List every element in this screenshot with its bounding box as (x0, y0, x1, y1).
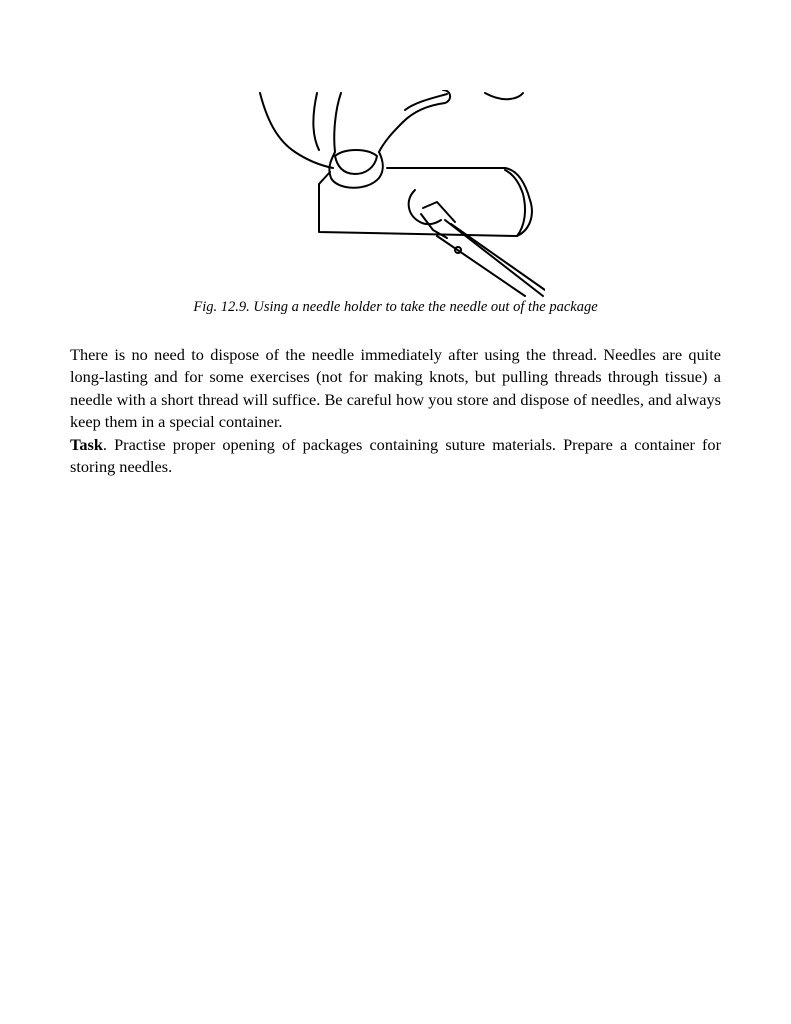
needle-holder-shaft-a (445, 220, 543, 296)
figure-illustration (255, 90, 545, 298)
finger-tip (485, 93, 523, 99)
thumb (329, 93, 403, 188)
main-paragraph: There is no need to dispose of the needle immediately after using the thread. Needles are quite long-lasting and for some exercises (not for making knots, but pulling threads through tissue) a needle with a short thread will suffice. Be careful how you store and dispose of needles, and always keep them in a special container. (70, 345, 721, 432)
needle-holder-jaw-top (423, 202, 455, 222)
needle-holder-shaft-c (451, 224, 545, 290)
task-text: . Practise proper opening of packages containing suture materials. Prepare a container for storing needles. (70, 434, 721, 477)
needle-holder-illustration (255, 90, 545, 298)
task-paragraph (70, 434, 721, 479)
task-label: Task (70, 434, 103, 454)
thumbnail (335, 150, 377, 174)
package-outline (319, 168, 532, 236)
figure-caption: Fig. 12.9. Using a needle holder to take the needle out of the package (193, 299, 598, 315)
hand-outline (260, 93, 333, 168)
body-text (70, 344, 721, 478)
finger-left (313, 93, 319, 150)
